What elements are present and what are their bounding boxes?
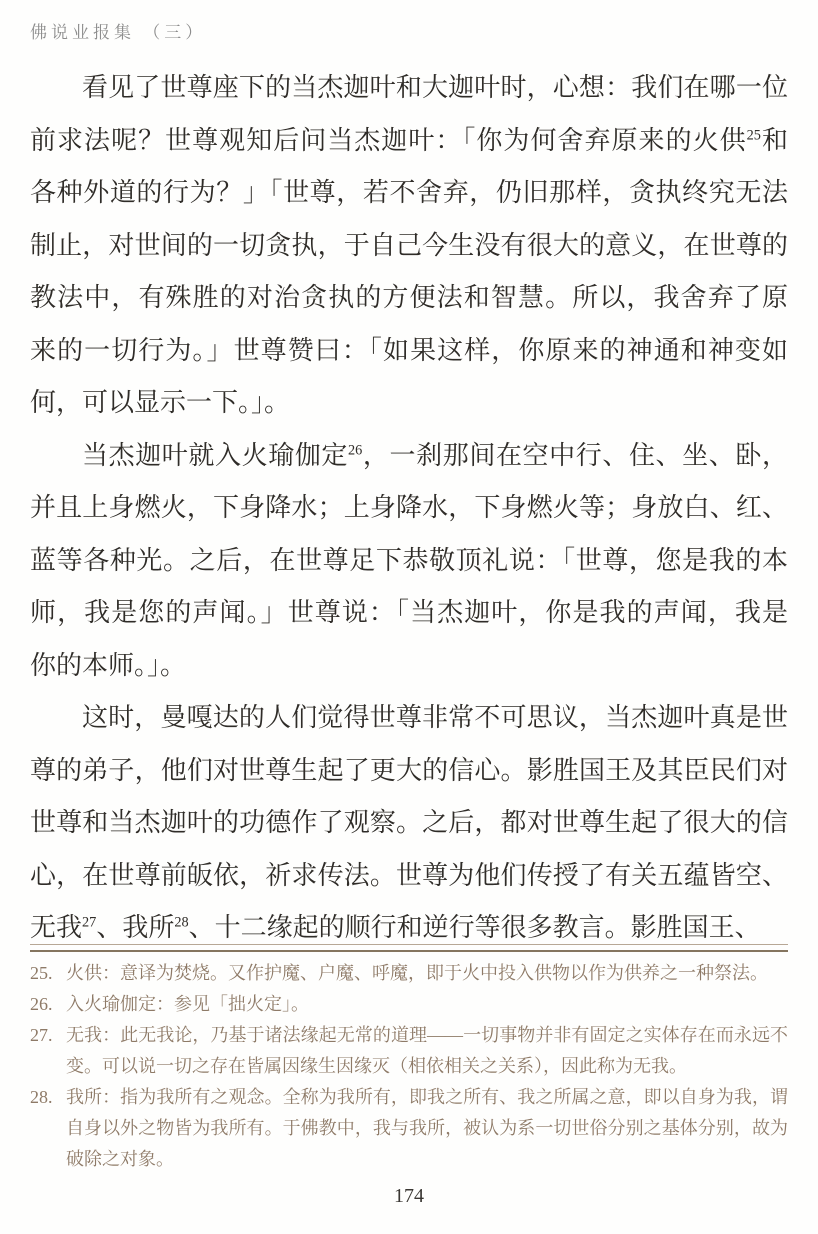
body-line: 制止，对世间的一切贪执，于自己今生没有很大的意义，在世尊的 (30, 230, 788, 260)
footnote-number: 26. (30, 994, 53, 1014)
footnote-text: 入火瑜伽定：参见「拙火定」。 (66, 994, 309, 1014)
footnote-text: 火供：意译为焚烧。又作护魔、户魔、呼魔，即于火中投入供物以作为供养之一种祭法。 (66, 963, 768, 983)
footnote-number: 27. (30, 1025, 53, 1045)
body-line: 师，我是您的声闻。」世尊说：「当杰迦叶，你是我的声闻，我是 (30, 598, 788, 627)
footnote-item (30, 1020, 788, 1082)
footnote-item (30, 989, 788, 1020)
footnote-ref: 26 (348, 441, 363, 458)
body-line: 并且上身燃火，下身降水；上身降水，下身燃火等；身放白、红、 (30, 493, 788, 522)
body-line: 蓝等各种光。之后，在世尊足下恭敬顶礼说：「世尊，您是我的本 (30, 545, 788, 575)
footnote-text: 无我：此无我论，乃基于诸法缘起无常的道理——一切事物并非有固定之实体存在而永远不变。可以说一切之存在皆属因缘生因缘灭（相依相关之关系），因此称为无我。 (66, 1025, 788, 1076)
body-line: 尊的弟子，他们对世尊生起了更大的信心。影胜国王及其臣民们对 (30, 755, 788, 785)
footnote-divider (30, 944, 788, 952)
footnotes-section (30, 958, 788, 1175)
body-line: 心，在世尊前皈依，祈求传法。世尊为他们传授了有关五蕴皆空、 (30, 860, 788, 890)
page-number: 174 (394, 1185, 424, 1207)
footnote-number: 28. (30, 1087, 53, 1107)
body-line: 你的本师。」。 (30, 650, 187, 680)
body-line: 这时，曼嘎达的人们觉得世尊非常不可思议，当杰迦叶真是世 (82, 703, 788, 732)
footnote-text: 我所：指为我所有之观念。全称为我所有，即我之所有、我之所属之意，即以自身为我，谓自身以外之物皆为我所有。于佛教中，我与我所，被认为系一切世俗分别之基体分别，故为破除之对象。 (66, 1087, 788, 1169)
footnote-ref: 25 (746, 126, 761, 143)
body-line: 前求法呢？世尊观知后问当杰迦叶：「你为何舍弃原来的火供$^{25}$和 (30, 125, 788, 155)
footnote-ref: 27 (82, 914, 97, 931)
body-line: 来的一切行为。」世尊赞曰：「如果这样，你原来的神通和神变如 (30, 335, 788, 365)
body-line: 世尊和当杰迦叶的功德作了观察。之后，都对世尊生起了很大的信 (30, 808, 788, 837)
body-line: 当杰迦叶就入火瑜伽定$^{26}$，一刹那间在空中行、住、坐、卧， (82, 440, 788, 470)
running-header-title: 佛说业报集 （三） (30, 23, 207, 42)
body-line: 教法中，有殊胜的对治贪执的方便法和智慧。所以，我舍弃了原 (30, 283, 788, 312)
footnote-item (30, 1082, 788, 1175)
body-line: 看见了世尊座下的当杰迦叶和大迦叶时，心想：我们在哪一位 (82, 73, 788, 102)
footnote-ref: 28 (174, 914, 189, 931)
footnote-number: 25. (30, 963, 53, 983)
body-line: 无我$^{27}$、我所$^{28}$、十二缘起的顺行和逆行等很多教言。影胜国王、 (30, 913, 761, 942)
body-text (30, 62, 788, 955)
footnote-item (30, 958, 788, 989)
body-line: 各种外道的行为？」「世尊，若不舍弃，仍旧那样，贪执终究无法 (30, 178, 788, 207)
body-line: 何，可以显示一下。」。 (30, 388, 291, 417)
